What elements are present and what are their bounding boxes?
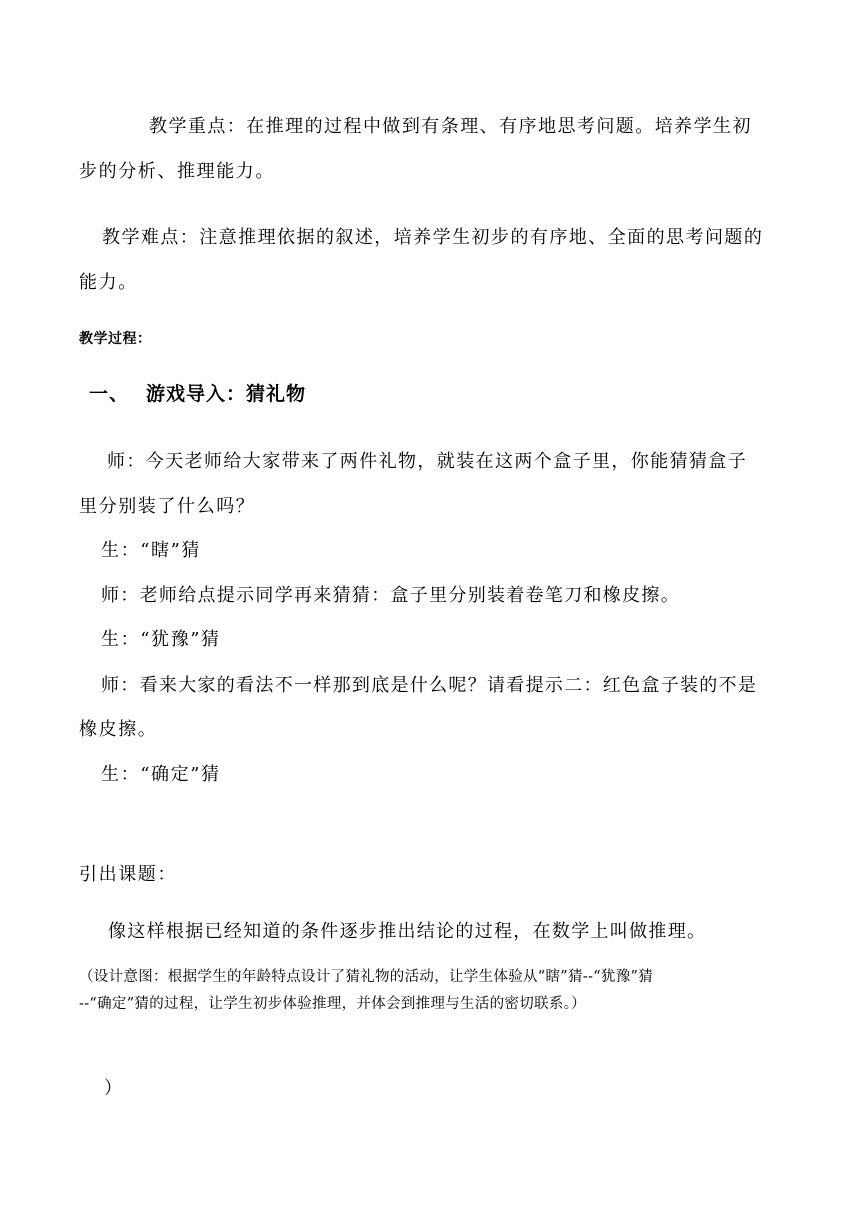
key-point-line-2: 步的分析、推理能力。 xyxy=(79,161,275,182)
teacher-line-2: 里分别装了什么吗？ xyxy=(79,496,256,517)
design-note-line-1: （设计意图：根据学生的年龄特点设计了猜礼物的活动，让学生体验从“瞎”猜--“犹豫”猜 xyxy=(79,969,654,985)
process-heading: 教学过程： xyxy=(79,331,152,347)
teacher-line-1: 师：今天老师给大家带来了两件礼物，就装在这两个盒子里，你能猜猜盒子 xyxy=(107,451,748,472)
student-line-2: 生：“犹豫”猜 xyxy=(101,629,221,650)
stray-parenthesis: ） xyxy=(104,1078,124,1099)
design-note-line-2: --“确定”猜的过程，让学生初步体验推理，并体会到推理与生活的密切联系。） xyxy=(79,996,586,1012)
difficulty-line-2: 能力。 xyxy=(79,272,138,293)
teacher-line-3: 师：老师给点提示同学再来猜猜：盒子里分别装着卷笔刀和橡皮擦。 xyxy=(101,585,680,606)
lead-topic: 引出课题： xyxy=(79,864,177,885)
difficulty-line-1: 教学难点：注意推理依据的叙述，培养学生初步的有序地、全面的思考问题的 xyxy=(102,227,764,248)
student-line-3: 生：“确定”猜 xyxy=(101,764,221,785)
section-title: 游戏导入：猜礼物 xyxy=(146,383,307,405)
definition-text: 像这样根据已经知道的条件逐步推出结论的过程，在数学上叫做推理。 xyxy=(108,921,707,942)
teacher-line-4: 师：看来大家的看法不一样那到底是什么呢？请看提示二：红色盒子装的不是 xyxy=(101,675,758,696)
student-line-1: 生：“瞎”猜 xyxy=(101,540,202,561)
teacher-line-5: 橡皮擦。 xyxy=(79,719,158,740)
key-point-line-1: 教学重点：在推理的过程中做到有条理、有序地思考问题。培养学生初 xyxy=(149,116,752,137)
section-number: 一、 xyxy=(89,383,130,405)
